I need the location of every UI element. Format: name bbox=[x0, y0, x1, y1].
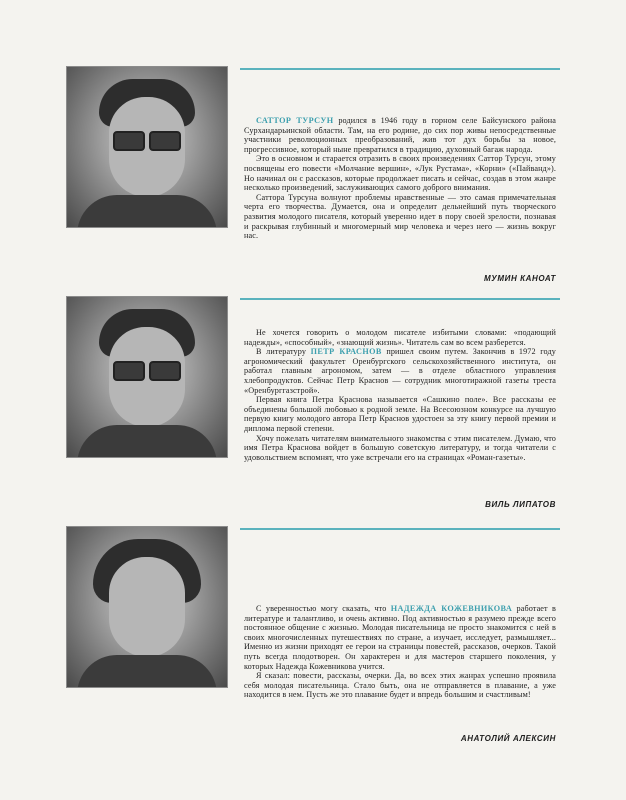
paragraph: родился в 1946 году в горном селе Байсунского района Сурхандарьинской области. Там, на его родине, до сих пор живы непосредственные участники революционных преобразований, жив тот дух борьбы за новое, прогрессивное, который ныне превратился в традицию, духовный багаж народа. bbox=[244, 116, 556, 154]
portrait-photo bbox=[66, 296, 228, 458]
divider-rule bbox=[240, 68, 560, 70]
photo-face bbox=[109, 557, 185, 657]
paragraph: Я сказал: повести, рассказы, очерки. Да, во всех этих жанрах успешно проявила себя молодая писательница. Стало быть, она не отправляется в плавание, а уже находится в нем. Пусть же это плавание будет и впредь большим и счастливым! bbox=[244, 671, 556, 700]
paragraph-end: работает в литературе и талантливо, и очень активно. Под активностью я разумею прежде всего постоянное общение с жизнью. Молодая писательница не просто знакомится с ней в своих многочисленных путешествиях по стране, а изучает, исследует, размышляет... Именно из жизни приходят ее герои на страницы повестей, рассказов, очерков. Такой путь всегда плодотворен. Он характерен и для мастеров старшего поколения, у которых Надежда Кожевникова учится. bbox=[244, 604, 556, 671]
photo-clothes bbox=[77, 425, 217, 458]
photo-glasses bbox=[113, 361, 181, 377]
author-name: ПЕТР КРАСНОВ bbox=[310, 347, 382, 357]
paragraph: Саттора Турсуна волнуют проблемы нравственные — это самая примечательная черта его творчества. Думается, она и определит дельнейший путь творческого развития молодого писателя, который уверенно идет в пору своей зрелости, познавая и раскрывая глубинный и многомерный мир человека и через него — жизнь вокруг нас. bbox=[244, 192, 556, 241]
photo-glasses bbox=[113, 131, 181, 147]
photo-clothes bbox=[77, 195, 217, 228]
article-text bbox=[244, 604, 556, 700]
paragraph: Не хочется говорить о молодом писателе избитыми словами: «подающий надежды», «способный», «знающий жизнь». Читатель сам во всем разберется. bbox=[244, 328, 556, 347]
paragraph-start: С уверенностью могу сказать, что bbox=[256, 604, 391, 613]
paragraph-end: пришел своим путем. Закончив в 1972 году агрономический факультет Оренбургского сельскохозяйственного института, он работал главным агрономом, затем — в отделе областного управления хлебопродуктов. Сейчас Петр Краснов — сотрудник многотиражной газеты треста «Оренбурггазстрой». bbox=[244, 347, 556, 395]
paragraph: Это в основном и старается отразить в своих произведениях Саттор Турсун, этому посвящены его повести «Молчание вершин», «Лук Рустама», «Корни» («Пайванд»). Но начинал он с рассказов, которые продолжает писать и сейчас, создав в этом жанре несколько произведений, заслуживающих самого доброго внимания. bbox=[244, 154, 556, 193]
paragraph: Хочу пожелать читателям внимательного знакомства с этим писателем. Думаю, что имя Петра Краснова войдет в большую советскую литературу, и тогда читатели с удовольствием вспомнят, что уже встречали его на страницах «Роман-газеты». bbox=[244, 433, 556, 462]
portrait-photo bbox=[66, 526, 228, 688]
divider-rule bbox=[240, 528, 560, 530]
author-name: НАДЕЖДА КОЖЕВНИКОВА bbox=[390, 604, 513, 613]
article-text bbox=[244, 328, 556, 462]
paragraph: Первая книга Петра Краснова называется «Сашкино поле». Все рассказы ее объединены большой любовью к родной земле. На Всесоюзном конкурсе на лучшую первую книгу молодого автора Петр Краснов удостоен за эту книгу первой премии и диплома первой степени. bbox=[244, 395, 556, 433]
paragraph-start: В литературу bbox=[256, 347, 311, 357]
signature: ВИЛЬ ЛИПАТОВ bbox=[485, 500, 556, 509]
article-text bbox=[244, 116, 556, 241]
signature: АНАТОЛИЙ АЛЕКСИН bbox=[460, 734, 556, 743]
photo-clothes bbox=[77, 655, 217, 688]
portrait-photo bbox=[66, 66, 228, 228]
divider-rule bbox=[240, 298, 560, 300]
signature: МУМИН КАНОАТ bbox=[484, 274, 556, 283]
author-name: САТТОР ТУРСУН bbox=[256, 116, 334, 125]
